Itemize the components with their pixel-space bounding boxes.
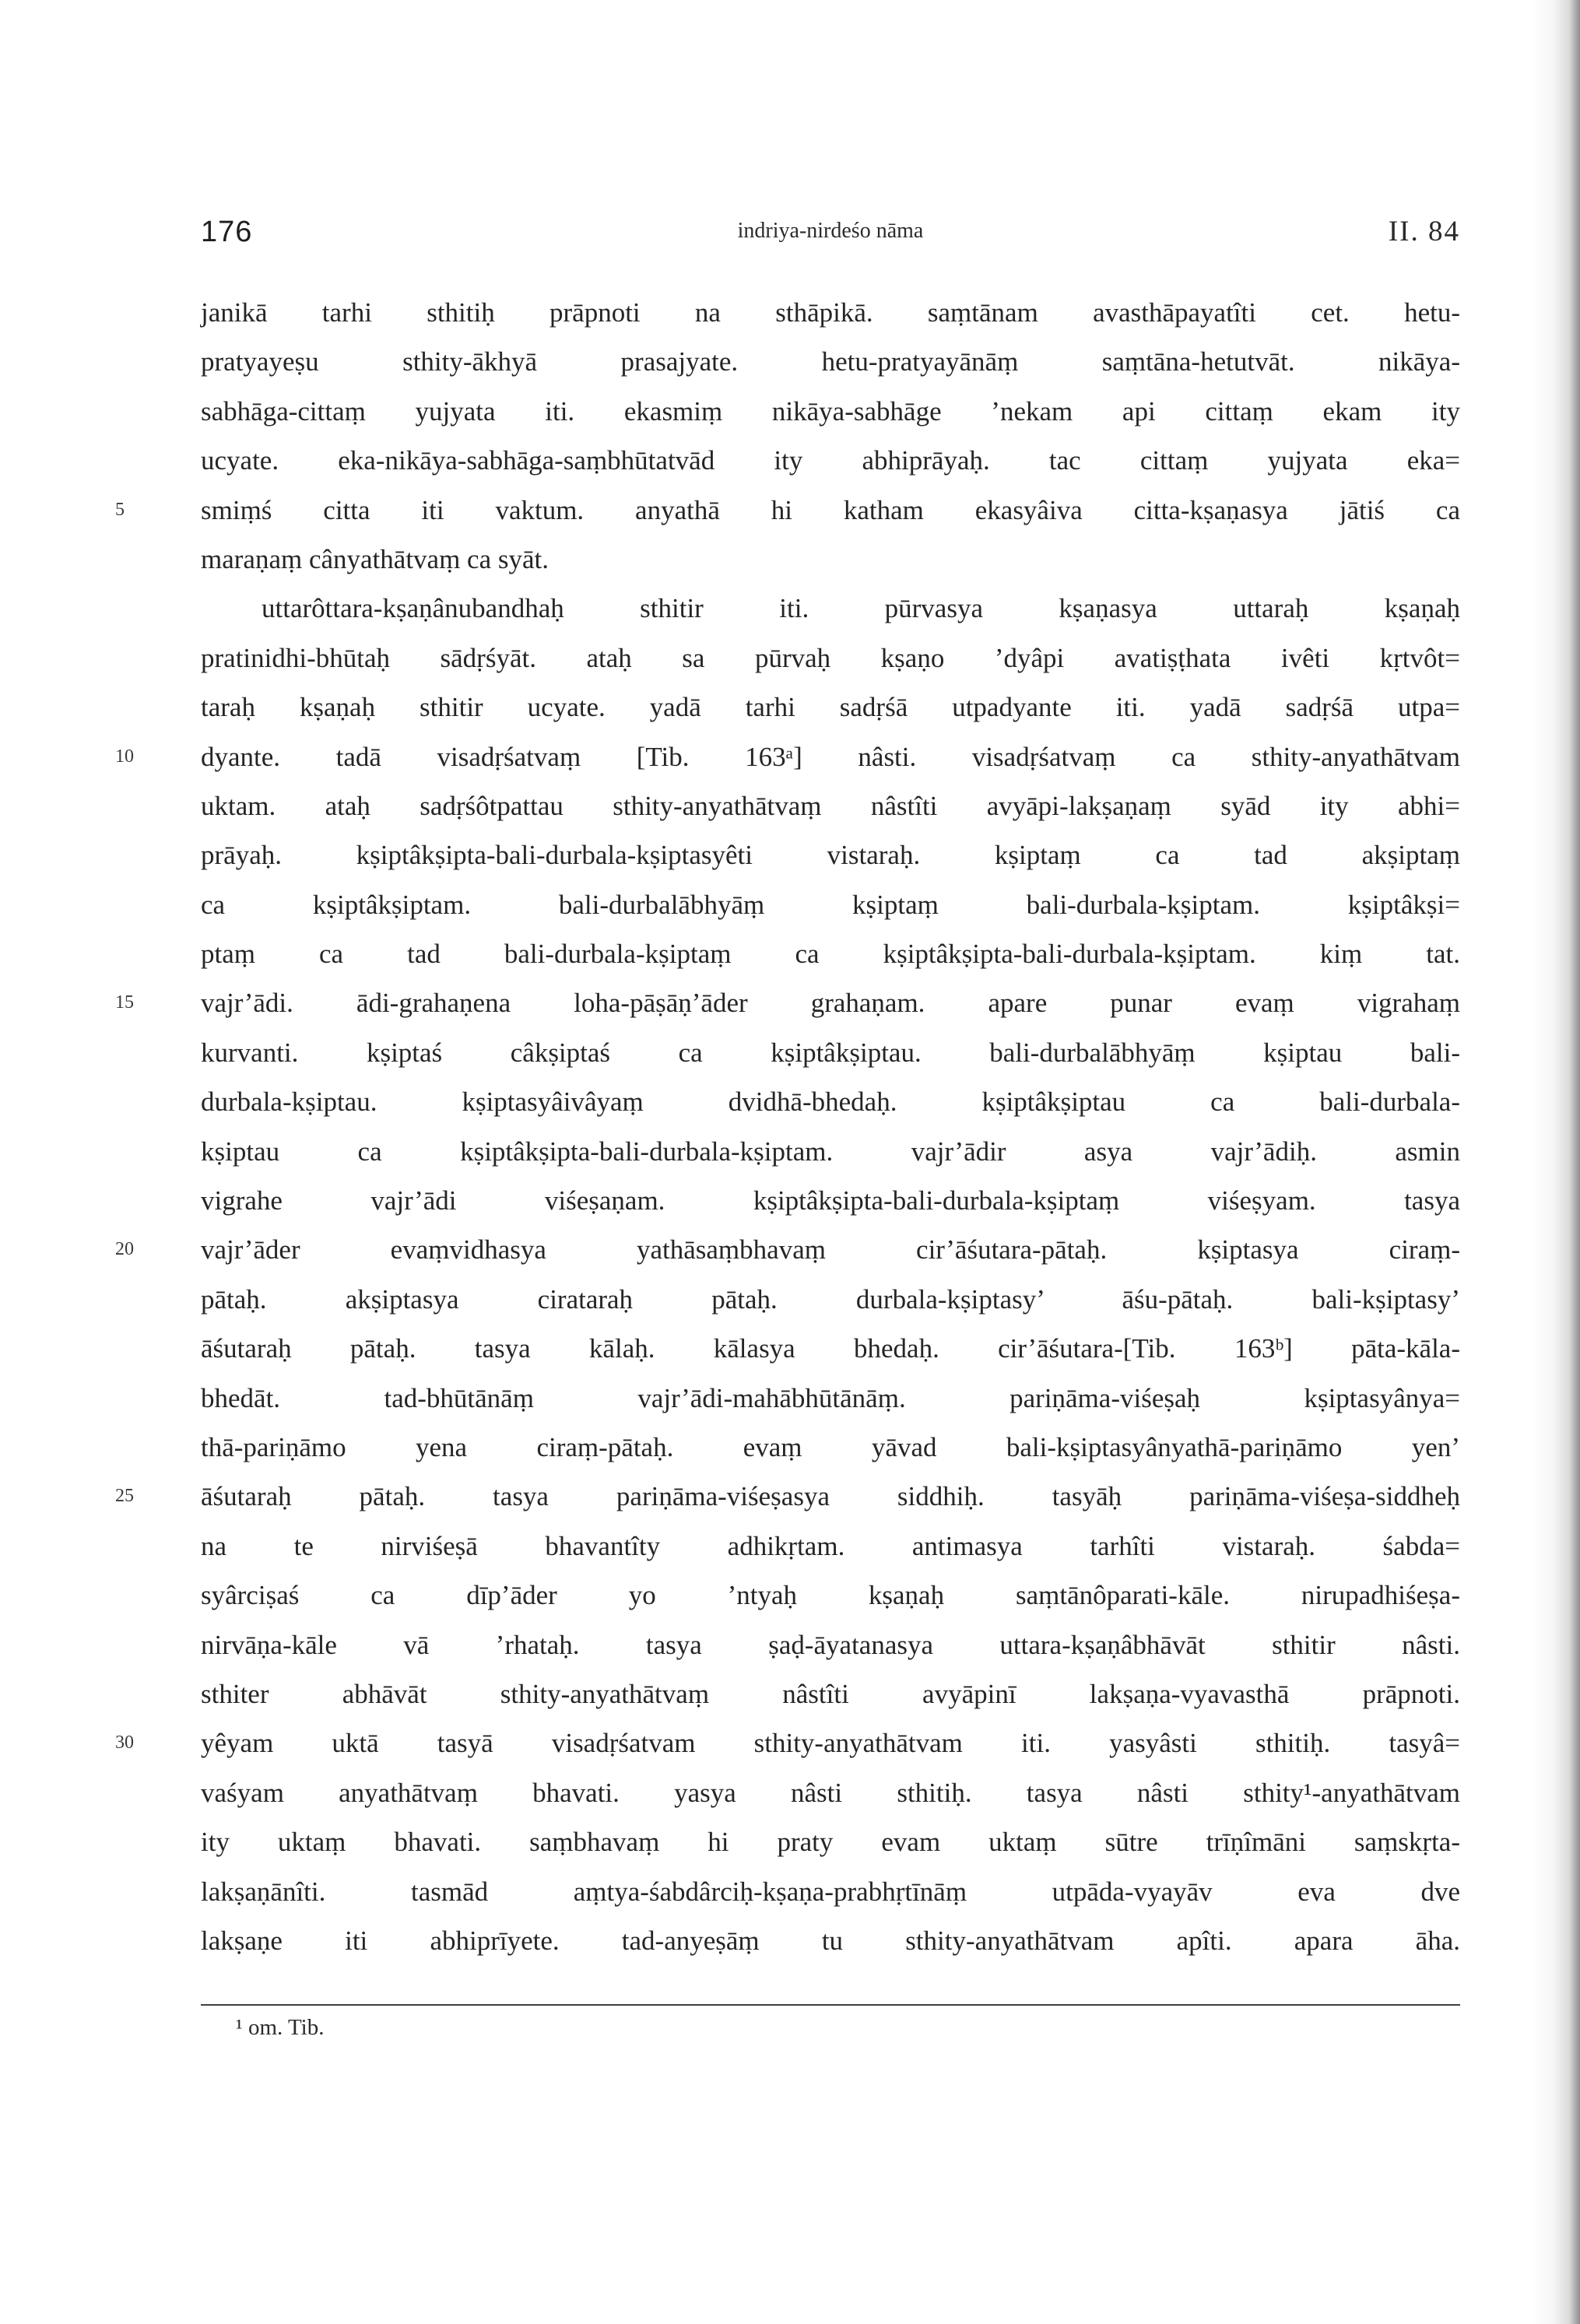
text-line: [201, 584, 1460, 633]
text-line: [201, 1374, 1460, 1423]
text-line: [201, 337, 1460, 386]
text-line: [115, 1225, 1460, 1274]
line-text: maraṇaṃ cânyathātvaṃ ca syāt.: [201, 543, 549, 574]
line-text: āśutaraḥ pātaḥ. tasya kālaḥ. kālasya bhedaḥ. cir’āśutara-[Tib. 163ᵇ] pāta-kāla-: [201, 1333, 1460, 1364]
line-text: vajr’ādi. ādi-grahaṇena loha-pāṣāṇ’āder grahaṇam. apare punar evaṃ vigrahaṃ: [201, 988, 1460, 1019]
text-line: [201, 683, 1460, 732]
line-text: dyante. tadā visadṛśatvaṃ [Tib. 163ᵃ] nâsti. visadṛśatvaṃ ca sthity-anyathātvam: [201, 741, 1460, 772]
page-number: 176: [201, 216, 253, 248]
text-line: [201, 1275, 1460, 1324]
line-text: kṣiptau ca kṣiptâkṣipta-bali-durbala-kṣiptam. vajr’ādir asya vajr’ādiḥ. asmin: [201, 1136, 1460, 1167]
page-header: [201, 216, 1460, 271]
section-number: II. 84: [1388, 216, 1460, 247]
line-number: 30: [115, 1732, 134, 1754]
line-text: na te nirviśeṣā bhavantîty adhikṛtam. antimasya tarhîti vistaraḥ. śabda=: [201, 1530, 1460, 1561]
line-text: vaśyam anyathātvaṃ bhavati. yasya nâsti sthitiḥ. tasya nâsti sthity¹-anyathātvam: [201, 1777, 1460, 1808]
text-line: [201, 1669, 1460, 1718]
text-line: [201, 288, 1460, 337]
line-text: durbala-kṣiptau. kṣiptasyâivâyaṃ dvidhā-bhedaḥ. kṣiptâkṣiptau ca bali-durbala-: [201, 1087, 1460, 1118]
line-text: sabhāga-cittaṃ yujyata iti. ekasmiṃ nikāya-sabhāge ’nekam api cittaṃ ekam ity: [201, 395, 1460, 427]
line-text: yêyam uktā tasyā visadṛśatvam sthity-anyathātvam iti. yasyâsti sthitiḥ. tasyâ=: [201, 1728, 1460, 1759]
line-number: 20: [115, 1239, 134, 1260]
line-text: ucyate. eka-nikāya-sabhāga-saṃbhūtatvād ity abhiprāyaḥ. tac cittaṃ yujyata eka=: [201, 445, 1460, 476]
line-text: taraḥ kṣaṇaḥ sthitir ucyate. yadā tarhi sadṛśā utpadyante iti. yadā sadṛśā utpa=: [201, 692, 1460, 723]
text-line: [201, 634, 1460, 683]
line-text: uktam. ataḥ sadṛśôtpattau sthity-anyathātvaṃ nâstîti avyāpi-lakṣaṇaṃ syād ity abhi=: [201, 790, 1460, 821]
line-text: ptaṃ ca tad bali-durbala-kṣiptaṃ ca kṣiptâkṣipta-bali-durbala-kṣiptam. kiṃ tat.: [201, 939, 1460, 970]
text-line: [201, 830, 1460, 879]
text-line: [201, 781, 1460, 830]
text-line: [201, 1028, 1460, 1077]
text-line: [201, 1176, 1460, 1225]
text-line: [201, 1867, 1460, 1916]
line-text: ity uktaṃ bhavati. saṃbhavaṃ hi praty evam uktaṃ sūtre trīṇîmāni saṃskṛta-: [201, 1827, 1460, 1858]
footnote: ¹ om. Tib.: [236, 2015, 325, 2040]
text-line: [201, 1077, 1460, 1126]
line-text: vigrahe vajr’ādi viśeṣaṇam. kṣiptâkṣipta-bali-durbala-kṣiptaṃ viśeṣyam. tasya: [201, 1185, 1460, 1216]
line-number: 25: [115, 1486, 134, 1507]
text-line: [201, 929, 1460, 978]
line-text: bhedāt. tad-bhūtānāṃ vajr’ādi-mahābhūtānāṃ. pariṇāma-viśeṣaḥ kṣiptasyânya=: [201, 1382, 1460, 1413]
text-line: [201, 1423, 1460, 1472]
text-line: [201, 1522, 1460, 1571]
line-text: thā-pariṇāmo yena ciraṃ-pātaḥ. evaṃ yāvad bali-kṣiptasyânyathā-pariṇāmo yen’: [201, 1431, 1460, 1462]
line-number: 15: [115, 992, 134, 1013]
body-text: [115, 288, 1460, 1965]
line-number: 10: [115, 746, 134, 767]
text-line: [201, 387, 1460, 436]
text-line: [201, 1916, 1460, 1965]
text-line: [201, 880, 1460, 929]
line-text: pratyayeṣu sthity-ākhyā prasajyate. hetu-pratyayānāṃ saṃtāna-hetutvāt. nikāya-: [201, 346, 1460, 377]
running-title: indriya-nirdeśo nāma: [737, 219, 924, 243]
text-line: [115, 732, 1460, 781]
line-text: lakṣaṇe iti abhiprīyete. tad-anyeṣāṃ tu sthity-anyathātvam apîti. apara āha.: [201, 1925, 1460, 1956]
text-line: [201, 1127, 1460, 1176]
text-line: [201, 1571, 1460, 1620]
text-line: [201, 1817, 1460, 1866]
line-text: vajr’āder evaṃvidhasya yathāsaṃbhavaṃ cir’āśutara-pātaḥ. kṣiptasya ciraṃ-: [201, 1234, 1460, 1266]
line-text: nirvāṇa-kāle vā ’rhataḥ. tasya ṣaḍ-āyatanasya uttara-kṣaṇâbhāvāt sthitir nâsti.: [201, 1629, 1460, 1660]
text-line: [115, 978, 1460, 1027]
line-text: sthiter abhāvāt sthity-anyathātvaṃ nâstîti avyāpinī lakṣaṇa-vyavasthā prāpnoti.: [201, 1678, 1460, 1709]
text-line: [201, 535, 1460, 584]
page-edge-shadow: [1532, 0, 1580, 2324]
footnote-divider: [201, 2004, 1460, 2006]
line-text: smiṃś citta iti vaktum. anyathā hi katham ekasyâiva citta-kṣaṇasya jātiś ca: [201, 494, 1460, 525]
line-text: lakṣaṇānîti. tasmād aṃtya-śabdârciḥ-kṣaṇa-prabhṛtīnāṃ utpāda-vyayāv eva dve: [201, 1876, 1460, 1907]
text-line: [201, 1768, 1460, 1817]
line-text: pātaḥ. akṣiptasya cirataraḥ pātaḥ. durbala-kṣiptasy’ āśu-pātaḥ. bali-kṣiptasy’: [201, 1283, 1460, 1315]
text-line: [115, 1718, 1460, 1768]
line-text: pratinidhi-bhūtaḥ sādṛśyāt. ataḥ sa pūrvaḥ kṣaṇo ’dyâpi avatiṣṭhata ivêti kṛtvôt=: [201, 642, 1460, 673]
text-line: [201, 436, 1460, 485]
text-line: [115, 486, 1460, 535]
line-text: kurvanti. kṣiptaś câkṣiptaś ca kṣiptâkṣiptau. bali-durbalābhyāṃ kṣiptau bali-: [201, 1037, 1460, 1068]
line-text: janikā tarhi sthitiḥ prāpnoti na sthāpikā. saṃtānam avasthāpayatîti cet. hetu-: [201, 297, 1460, 328]
text-line: [201, 1324, 1460, 1373]
line-text: uttarôttara-kṣaṇânubandhaḥ sthitir iti. pūrvasya kṣaṇasya uttaraḥ kṣaṇaḥ: [262, 593, 1460, 624]
line-text: ca kṣiptâkṣiptam. bali-durbalābhyāṃ kṣiptaṃ bali-durbala-kṣiptam. kṣiptâkṣi=: [201, 889, 1460, 920]
line-number: 5: [115, 499, 125, 520]
text-line: [201, 1620, 1460, 1669]
line-text: āśutaraḥ pātaḥ. tasya pariṇāma-viśeṣasya siddhiḥ. tasyāḥ pariṇāma-viśeṣa-siddheḥ: [201, 1481, 1460, 1512]
line-text: prāyaḥ. kṣiptâkṣipta-bali-durbala-kṣiptasyêti vistaraḥ. kṣiptaṃ ca tad akṣiptaṃ: [201, 840, 1460, 871]
text-line: [115, 1472, 1460, 1521]
line-text: syârciṣaś ca dīp’āder yo ’ntyaḥ kṣaṇaḥ saṃtānôparati-kāle. nirupadhiśeṣa-: [201, 1580, 1460, 1611]
